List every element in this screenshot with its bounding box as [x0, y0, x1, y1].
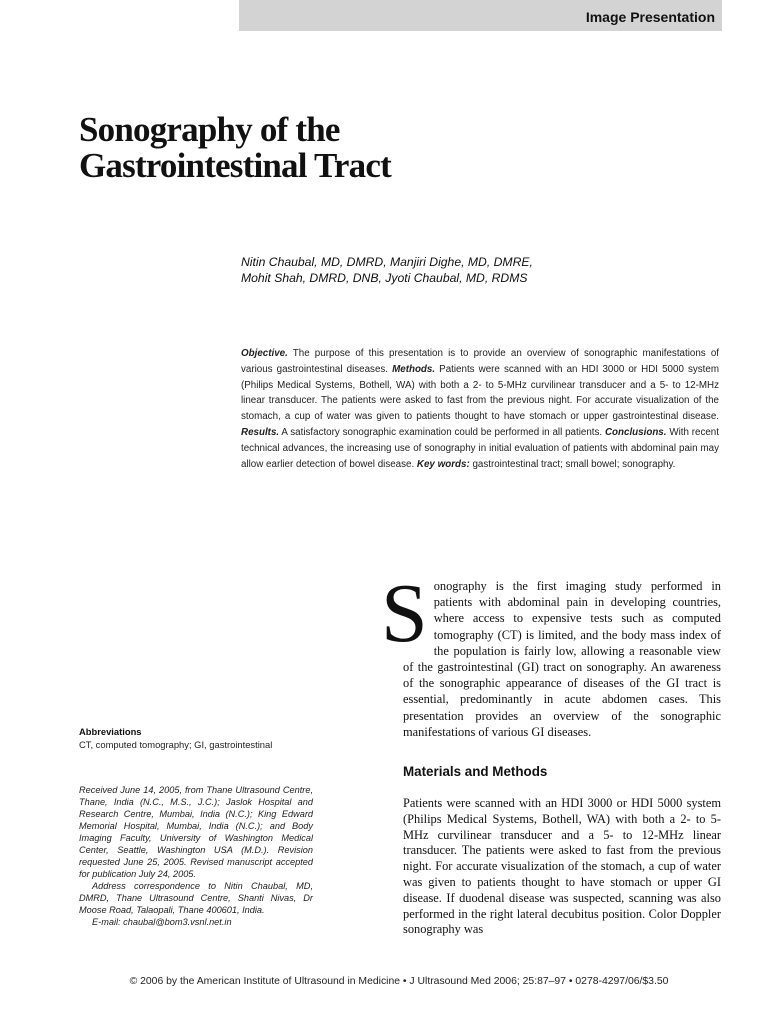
abstract — [241, 346, 719, 472]
methods-paragraph: Patients were scanned with an HDI 3000 or HDI 5000 system (Philips Medical Systems, Bothell, WA) with both a 2- to 5-MHz curvilinear transducer and a 5- to 12-MHz linear transducer. The patients were asked to fast from the previous night. For accurate visualization of the stomach, a cup of water was given to patients thought to have stomach or upper GI disease. If duodenal disease was suspected, scanning was also performed in the right lateral decubitus position. Color Doppler sonography was — [403, 796, 721, 937]
conclusions-label: Conclusions. — [604, 426, 667, 438]
page-footer: © 2006 by the American Institute of Ultrasound in Medicine • J Ultrasound Med 2006; 25:87–97 • 0278-4297/06/$3.50 — [129, 976, 669, 987]
methods-label: Methods. — [392, 363, 436, 375]
conclusions-text: With recent technical advances, the increasing use of sonography in initial evaluation of patients with abdominal pain may allow earlier detection of bowel disease. — [241, 426, 719, 470]
objective-text: The purpose of this presentation is to provide an overview of sonographic manifestations of various gastrointestinal diseases. — [241, 348, 719, 375]
results-label: Results. — [241, 426, 280, 438]
authors-line-1: Nitin Chaubal, MD, DMRD, Manjiri Dighe, MD, DMRE, — [241, 255, 533, 269]
title-line-1: Sonography of the — [79, 110, 340, 149]
article-title — [79, 112, 639, 184]
title-line-2: Gastrointestinal Tract — [79, 146, 391, 185]
section-header-bar — [239, 0, 722, 31]
drop-cap: S — [381, 567, 428, 660]
intro-text: onography is the first imaging study performed in patients with abdominal pain in developing countries, where access to expensive tests such as computed tomography (CT) is limited, and the body mass index of the population is fairly low, allowing a reasonable view of the gastrointestinal (GI) tract on sonography. An awareness of the sonographic appearance of diseases of the GI tract is essential, predominantly in acute abdomen cases. This presentation provides an overview of the sonographic manifestations of various GI diseases. — [403, 579, 721, 739]
abbreviations-heading: Abbreviations — [79, 726, 142, 737]
section-label: Image Presentation — [585, 9, 715, 25]
results-text: A satisfactory sonographic examination could be performed in all patients. — [279, 426, 605, 438]
methods-text: Patients were scanned with an HDI 3000 or HDI 5000 system (Philips Medical Systems, Bothell, WA) with both a 2- to 5-MHz curvilinear transducer and a 5- to 12-MHz linear transducer. The patients were asked to fast from the previous night. For accurate visualization of the stomach, a cup of water was given to patients thought to have stomach or upper gastrointestinal disease. — [241, 363, 719, 423]
abbreviations-text: CT, computed tomography; GI, gastrointestinal — [79, 739, 273, 750]
keywords-text: gastrointestinal tract; small bowel; sonography. — [469, 458, 676, 470]
correspondence-text: Address correspondence to Nitin Chaubal, MD, DMRD, Thane Ultrasound Centre, Shanti Nivas, Dr Moose Road, Talaopali, Thane 400601, India. — [79, 881, 313, 915]
author-list — [241, 254, 711, 286]
section-heading-methods: Materials and Methods — [403, 764, 548, 779]
objective-label: Objective. — [241, 348, 288, 359]
keywords-label: Key words: — [416, 458, 470, 470]
abbreviations-box — [79, 725, 379, 751]
introduction-paragraph — [381, 567, 721, 740]
received-text: Received June 14, 2005, from Thane Ultrasound Centre, Thane, India (N.C., M.S., J.C.); Jaslok Hospital and Research Centre, Mumbai, India (N.C.); King Edward Memorial Hospital, Mumbai, India (N.C.); and Body Imaging Faculty, University of Washington Medical Center, Seattle, Washington USA (M.D.). Revision requested June 25, 2005. Revised manuscript accepted for publication July 24, 2005. — [79, 785, 313, 879]
email-text: E-mail: chaubal@bom3.vsnl.net.in — [92, 917, 232, 927]
authors-line-2: Mohit Shah, DMRD, DNB, Jyoti Chaubal, MD, RDMS — [241, 271, 528, 285]
received-note — [79, 784, 313, 928]
